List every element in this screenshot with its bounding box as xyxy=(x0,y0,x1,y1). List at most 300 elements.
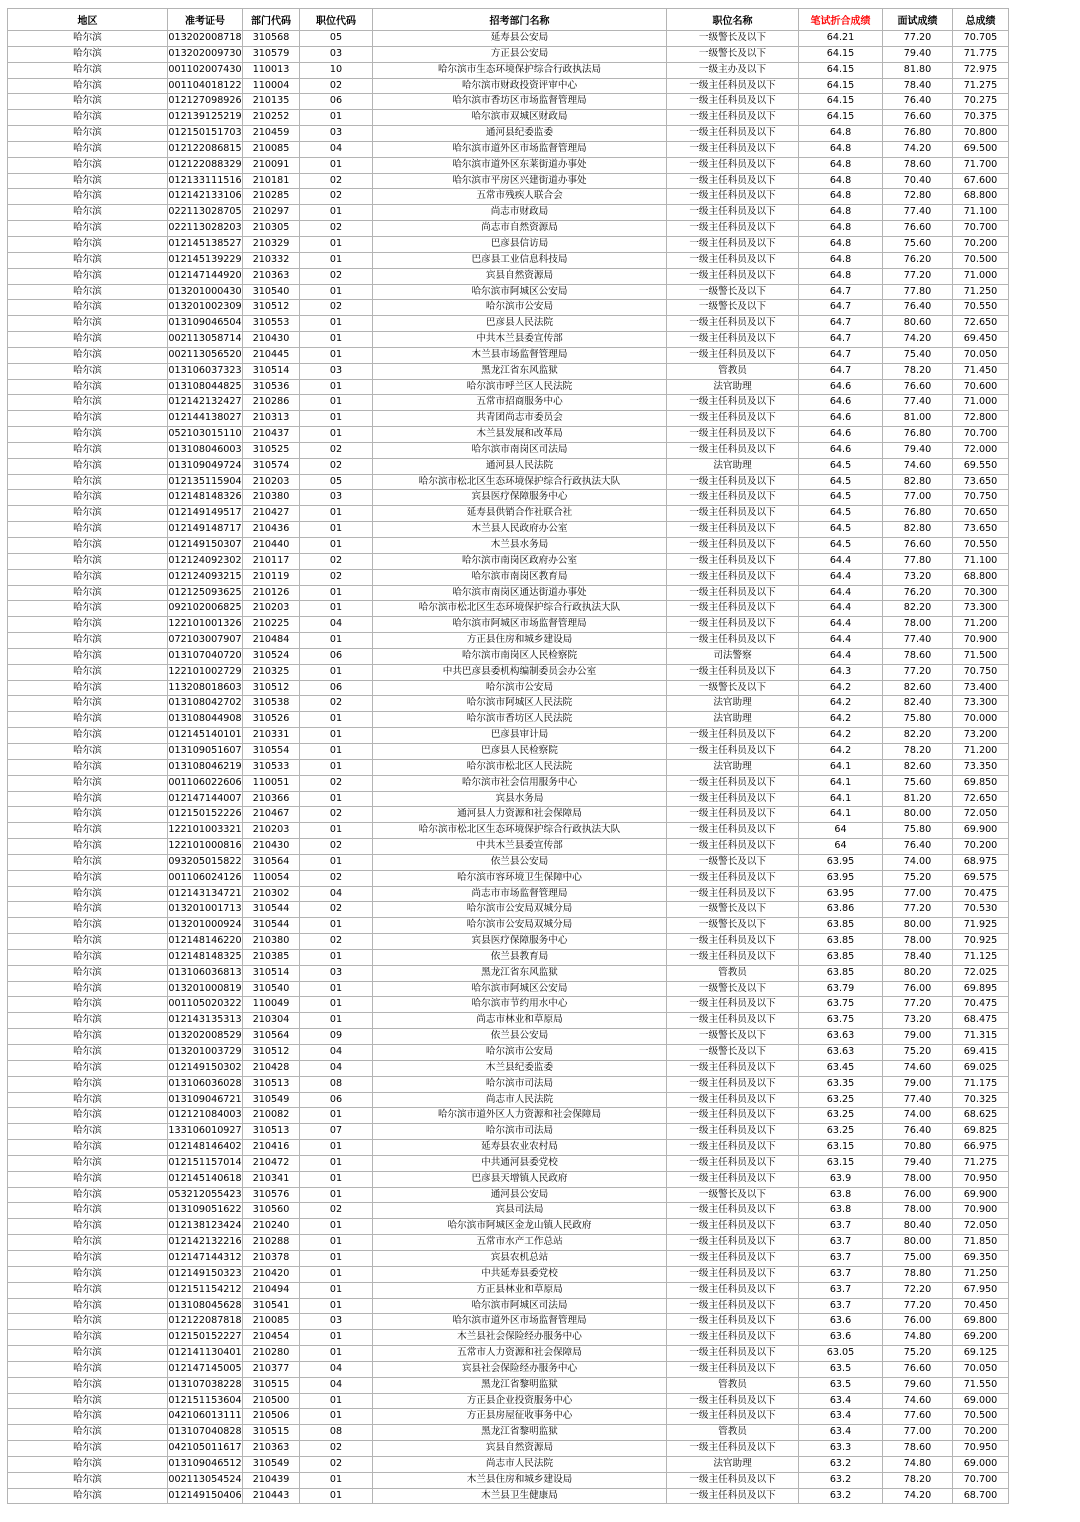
cell-dept-code[interactable]: 310554 xyxy=(243,743,300,759)
cell-position-code[interactable]: 02 xyxy=(300,839,373,855)
cell-region[interactable]: 哈尔滨 xyxy=(8,506,168,522)
cell-written-score[interactable]: 64.5 xyxy=(799,490,883,506)
cell-position-code[interactable]: 04 xyxy=(300,1361,373,1377)
cell-interview-score[interactable]: 79.00 xyxy=(883,1076,953,1092)
cell-interview-score[interactable]: 74.80 xyxy=(883,1456,953,1472)
cell-exam-id[interactable]: 012141130401 xyxy=(168,1346,243,1362)
cell-region[interactable]: 哈尔滨 xyxy=(8,1124,168,1140)
cell-total-score[interactable]: 71.175 xyxy=(953,1076,1009,1092)
cell-dept-name[interactable]: 哈尔滨市南岗区通达街道办事处 xyxy=(373,585,667,601)
cell-dept-name[interactable]: 中共通河县委党校 xyxy=(373,1155,667,1171)
table-row[interactable] xyxy=(8,46,1009,62)
table-row[interactable] xyxy=(8,522,1009,538)
cell-written-score[interactable]: 64.8 xyxy=(799,205,883,221)
cell-exam-id[interactable]: 012148148325 xyxy=(168,949,243,965)
cell-position-code[interactable]: 01 xyxy=(300,633,373,649)
cell-dept-name[interactable]: 宾县医疗保障服务中心 xyxy=(373,490,667,506)
table-row[interactable] xyxy=(8,664,1009,680)
cell-exam-id[interactable]: 001104018122 xyxy=(168,78,243,94)
cell-dept-name[interactable]: 哈尔滨市呼兰区人民法院 xyxy=(373,379,667,395)
cell-dept-name[interactable]: 黑龙江省东风监狱 xyxy=(373,965,667,981)
cell-position-code[interactable]: 01 xyxy=(300,347,373,363)
cell-total-score[interactable]: 69.825 xyxy=(953,1124,1009,1140)
table-row[interactable] xyxy=(8,1045,1009,1061)
cell-interview-score[interactable]: 77.80 xyxy=(883,553,953,569)
cell-total-score[interactable]: 71.450 xyxy=(953,363,1009,379)
cell-dept-name[interactable]: 宾县自然资源局 xyxy=(373,1441,667,1457)
cell-dept-code[interactable]: 310560 xyxy=(243,1203,300,1219)
cell-dept-code[interactable]: 210437 xyxy=(243,427,300,443)
cell-exam-id[interactable]: 012142133106 xyxy=(168,189,243,205)
cell-region[interactable]: 哈尔滨 xyxy=(8,823,168,839)
cell-dept-name[interactable]: 哈尔滨市南岗区人民检察院 xyxy=(373,648,667,664)
cell-interview-score[interactable]: 79.40 xyxy=(883,1155,953,1171)
cell-interview-score[interactable]: 78.20 xyxy=(883,743,953,759)
cell-total-score[interactable]: 68.475 xyxy=(953,1013,1009,1029)
cell-position-code[interactable]: 04 xyxy=(300,1045,373,1061)
cell-interview-score[interactable]: 80.20 xyxy=(883,965,953,981)
cell-total-score[interactable]: 72.975 xyxy=(953,62,1009,78)
cell-exam-id[interactable]: 002113058714 xyxy=(168,332,243,348)
cell-exam-id[interactable]: 013201002309 xyxy=(168,300,243,316)
cell-position-name[interactable]: 一级主任科员及以下 xyxy=(667,268,799,284)
cell-exam-id[interactable]: 012133111516 xyxy=(168,173,243,189)
cell-dept-name[interactable]: 宾县司法局 xyxy=(373,1203,667,1219)
table-row[interactable] xyxy=(8,775,1009,791)
cell-region[interactable]: 哈尔滨 xyxy=(8,680,168,696)
cell-region[interactable]: 哈尔滨 xyxy=(8,934,168,950)
cell-total-score[interactable]: 71.275 xyxy=(953,1155,1009,1171)
table-row[interactable] xyxy=(8,1250,1009,1266)
cell-interview-score[interactable]: 80.00 xyxy=(883,1235,953,1251)
cell-written-score[interactable]: 63.7 xyxy=(799,1298,883,1314)
cell-position-code[interactable]: 01 xyxy=(300,316,373,332)
cell-region[interactable]: 哈尔滨 xyxy=(8,1029,168,1045)
cell-position-name[interactable]: 一级警长及以下 xyxy=(667,918,799,934)
table-row[interactable] xyxy=(8,1155,1009,1171)
cell-written-score[interactable]: 63.7 xyxy=(799,1235,883,1251)
cell-position-name[interactable]: 一级主任科员及以下 xyxy=(667,1330,799,1346)
cell-position-code[interactable]: 01 xyxy=(300,1409,373,1425)
cell-position-code[interactable]: 01 xyxy=(300,1488,373,1504)
cell-position-code[interactable]: 06 xyxy=(300,648,373,664)
cell-region[interactable]: 哈尔滨 xyxy=(8,997,168,1013)
cell-exam-id[interactable]: 012149150406 xyxy=(168,1488,243,1504)
cell-position-name[interactable]: 一级主任科员及以下 xyxy=(667,522,799,538)
cell-dept-name[interactable]: 哈尔滨市司法局 xyxy=(373,1124,667,1140)
table-row[interactable] xyxy=(8,1092,1009,1108)
cell-written-score[interactable]: 64.3 xyxy=(799,664,883,680)
table-row[interactable] xyxy=(8,1203,1009,1219)
cell-total-score[interactable]: 67.950 xyxy=(953,1282,1009,1298)
cell-interview-score[interactable]: 79.00 xyxy=(883,1029,953,1045)
cell-exam-id[interactable]: 013108046003 xyxy=(168,442,243,458)
cell-total-score[interactable]: 69.575 xyxy=(953,870,1009,886)
cell-dept-code[interactable]: 210445 xyxy=(243,347,300,363)
table-row[interactable] xyxy=(8,1472,1009,1488)
cell-dept-code[interactable]: 310514 xyxy=(243,363,300,379)
cell-dept-name[interactable]: 依兰县公安局 xyxy=(373,854,667,870)
cell-total-score[interactable]: 71.000 xyxy=(953,268,1009,284)
table-row[interactable] xyxy=(8,759,1009,775)
cell-exam-id[interactable]: 012150152226 xyxy=(168,807,243,823)
cell-interview-score[interactable]: 78.00 xyxy=(883,617,953,633)
cell-exam-id[interactable]: 012122087818 xyxy=(168,1314,243,1330)
cell-position-name[interactable]: 一级警长及以下 xyxy=(667,854,799,870)
cell-written-score[interactable]: 63.63 xyxy=(799,1045,883,1061)
cell-dept-name[interactable]: 巴彦县工业信息科技局 xyxy=(373,252,667,268)
cell-interview-score[interactable]: 78.60 xyxy=(883,648,953,664)
cell-dept-code[interactable]: 310538 xyxy=(243,696,300,712)
cell-dept-code[interactable]: 310549 xyxy=(243,1456,300,1472)
cell-position-code[interactable]: 01 xyxy=(300,157,373,173)
cell-position-code[interactable]: 02 xyxy=(300,870,373,886)
cell-dept-code[interactable]: 210332 xyxy=(243,252,300,268)
cell-written-score[interactable]: 64.5 xyxy=(799,522,883,538)
cell-position-code[interactable]: 02 xyxy=(300,1456,373,1472)
cell-dept-name[interactable]: 木兰县纪委监委 xyxy=(373,1060,667,1076)
cell-dept-code[interactable]: 210302 xyxy=(243,886,300,902)
cell-exam-id[interactable]: 012148148326 xyxy=(168,490,243,506)
cell-position-name[interactable]: 一级主任科员及以下 xyxy=(667,601,799,617)
cell-interview-score[interactable]: 77.20 xyxy=(883,268,953,284)
cell-position-code[interactable]: 01 xyxy=(300,664,373,680)
cell-position-code[interactable]: 02 xyxy=(300,189,373,205)
cell-region[interactable]: 哈尔滨 xyxy=(8,173,168,189)
cell-total-score[interactable]: 70.500 xyxy=(953,1409,1009,1425)
cell-total-score[interactable]: 71.100 xyxy=(953,553,1009,569)
cell-written-score[interactable]: 64.4 xyxy=(799,648,883,664)
cell-dept-name[interactable]: 哈尔滨市松北区人民法院 xyxy=(373,759,667,775)
cell-position-code[interactable]: 02 xyxy=(300,1203,373,1219)
cell-region[interactable]: 哈尔滨 xyxy=(8,126,168,142)
cell-total-score[interactable]: 70.950 xyxy=(953,1441,1009,1457)
cell-position-name[interactable]: 一级警长及以下 xyxy=(667,1045,799,1061)
cell-written-score[interactable]: 63.63 xyxy=(799,1029,883,1045)
cell-written-score[interactable]: 64.8 xyxy=(799,173,883,189)
cell-region[interactable]: 哈尔滨 xyxy=(8,981,168,997)
cell-dept-name[interactable]: 延寿县公安局 xyxy=(373,31,667,47)
table-row[interactable] xyxy=(8,854,1009,870)
cell-dept-name[interactable]: 尚志市自然资源局 xyxy=(373,221,667,237)
table-row[interactable] xyxy=(8,1235,1009,1251)
cell-dept-code[interactable]: 210341 xyxy=(243,1171,300,1187)
cell-position-code[interactable]: 03 xyxy=(300,46,373,62)
cell-dept-name[interactable]: 哈尔滨市容环境卫生保障中心 xyxy=(373,870,667,886)
cell-position-name[interactable]: 一级主任科员及以下 xyxy=(667,1013,799,1029)
cell-position-name[interactable]: 一级主任科员及以下 xyxy=(667,1314,799,1330)
cell-position-name[interactable]: 一级主任科员及以下 xyxy=(667,1346,799,1362)
cell-position-name[interactable]: 一级主任科员及以下 xyxy=(667,411,799,427)
cell-position-name[interactable]: 一级警长及以下 xyxy=(667,284,799,300)
cell-written-score[interactable]: 64 xyxy=(799,839,883,855)
cell-position-name[interactable]: 一级主任科员及以下 xyxy=(667,427,799,443)
cell-position-name[interactable]: 一级主任科员及以下 xyxy=(667,1108,799,1124)
cell-dept-code[interactable]: 210454 xyxy=(243,1330,300,1346)
table-row[interactable] xyxy=(8,1441,1009,1457)
cell-interview-score[interactable]: 76.60 xyxy=(883,221,953,237)
cell-written-score[interactable]: 63.85 xyxy=(799,965,883,981)
table-row[interactable] xyxy=(8,300,1009,316)
cell-written-score[interactable]: 64.6 xyxy=(799,411,883,427)
cell-exam-id[interactable]: 013107038228 xyxy=(168,1377,243,1393)
cell-total-score[interactable]: 70.375 xyxy=(953,110,1009,126)
cell-interview-score[interactable]: 74.20 xyxy=(883,141,953,157)
cell-region[interactable]: 哈尔滨 xyxy=(8,1013,168,1029)
cell-position-name[interactable]: 法官助理 xyxy=(667,759,799,775)
cell-written-score[interactable]: 64.21 xyxy=(799,31,883,47)
cell-written-score[interactable]: 64.4 xyxy=(799,553,883,569)
cell-region[interactable]: 哈尔滨 xyxy=(8,300,168,316)
cell-dept-name[interactable]: 哈尔滨市阿城区公安局 xyxy=(373,284,667,300)
cell-written-score[interactable]: 64.2 xyxy=(799,712,883,728)
cell-dept-code[interactable]: 210430 xyxy=(243,332,300,348)
cell-dept-name[interactable]: 哈尔滨市阿城区公安局 xyxy=(373,981,667,997)
cell-dept-code[interactable]: 210305 xyxy=(243,221,300,237)
cell-written-score[interactable]: 64.8 xyxy=(799,268,883,284)
cell-position-code[interactable]: 01 xyxy=(300,854,373,870)
cell-position-name[interactable]: 一级主任科员及以下 xyxy=(667,807,799,823)
cell-dept-name[interactable]: 哈尔滨市南岗区教育局 xyxy=(373,569,667,585)
cell-position-name[interactable]: 一级主任科员及以下 xyxy=(667,1076,799,1092)
cell-exam-id[interactable]: 002113056520 xyxy=(168,347,243,363)
table-row[interactable] xyxy=(8,633,1009,649)
cell-region[interactable]: 哈尔滨 xyxy=(8,949,168,965)
cell-position-name[interactable]: 一级主任科员及以下 xyxy=(667,316,799,332)
cell-total-score[interactable]: 66.975 xyxy=(953,1140,1009,1156)
cell-region[interactable]: 哈尔滨 xyxy=(8,1076,168,1092)
cell-interview-score[interactable]: 76.00 xyxy=(883,981,953,997)
cell-position-name[interactable]: 一级主任科员及以下 xyxy=(667,1409,799,1425)
cell-position-code[interactable]: 01 xyxy=(300,1472,373,1488)
cell-total-score[interactable]: 71.925 xyxy=(953,918,1009,934)
cell-position-code[interactable]: 01 xyxy=(300,997,373,1013)
table-row[interactable] xyxy=(8,1282,1009,1298)
cell-interview-score[interactable]: 77.60 xyxy=(883,1409,953,1425)
cell-position-code[interactable]: 01 xyxy=(300,949,373,965)
cell-dept-name[interactable]: 共青团尚志市委员会 xyxy=(373,411,667,427)
cell-region[interactable]: 哈尔滨 xyxy=(8,46,168,62)
cell-total-score[interactable]: 70.900 xyxy=(953,1203,1009,1219)
table-row[interactable] xyxy=(8,902,1009,918)
cell-dept-name[interactable]: 木兰县发展和改革局 xyxy=(373,427,667,443)
cell-written-score[interactable]: 64.1 xyxy=(799,775,883,791)
cell-position-code[interactable]: 01 xyxy=(300,918,373,934)
cell-exam-id[interactable]: 012149149517 xyxy=(168,506,243,522)
cell-written-score[interactable]: 64.2 xyxy=(799,728,883,744)
cell-interview-score[interactable]: 77.40 xyxy=(883,1092,953,1108)
cell-position-name[interactable]: 一级主任科员及以下 xyxy=(667,934,799,950)
cell-dept-name[interactable]: 木兰县市场监督管理局 xyxy=(373,347,667,363)
table-row[interactable] xyxy=(8,918,1009,934)
cell-region[interactable]: 哈尔滨 xyxy=(8,1108,168,1124)
cell-exam-id[interactable]: 012122088329 xyxy=(168,157,243,173)
cell-total-score[interactable]: 70.475 xyxy=(953,886,1009,902)
cell-region[interactable]: 哈尔滨 xyxy=(8,379,168,395)
cell-dept-code[interactable]: 310533 xyxy=(243,759,300,775)
cell-dept-name[interactable]: 五常市招商服务中心 xyxy=(373,395,667,411)
cell-exam-id[interactable]: 013108046219 xyxy=(168,759,243,775)
cell-interview-score[interactable]: 78.20 xyxy=(883,1472,953,1488)
cell-position-name[interactable]: 一级主任科员及以下 xyxy=(667,823,799,839)
cell-position-name[interactable]: 一级主任科员及以下 xyxy=(667,78,799,94)
table-row[interactable] xyxy=(8,442,1009,458)
cell-dept-name[interactable]: 木兰县卫生健康局 xyxy=(373,1488,667,1504)
table-row[interactable] xyxy=(8,569,1009,585)
cell-written-score[interactable]: 64.15 xyxy=(799,94,883,110)
cell-written-score[interactable]: 63.95 xyxy=(799,886,883,902)
cell-region[interactable]: 哈尔滨 xyxy=(8,1187,168,1203)
cell-written-score[interactable]: 63.4 xyxy=(799,1425,883,1441)
cell-exam-id[interactable]: 012147144007 xyxy=(168,791,243,807)
cell-position-code[interactable]: 04 xyxy=(300,141,373,157)
cell-exam-id[interactable]: 012143134721 xyxy=(168,886,243,902)
cell-position-code[interactable]: 01 xyxy=(300,1266,373,1282)
cell-dept-code[interactable]: 310513 xyxy=(243,1124,300,1140)
cell-region[interactable]: 哈尔滨 xyxy=(8,284,168,300)
cell-exam-id[interactable]: 012145140618 xyxy=(168,1171,243,1187)
cell-dept-name[interactable]: 宾县自然资源局 xyxy=(373,268,667,284)
cell-interview-score[interactable]: 76.60 xyxy=(883,110,953,126)
cell-dept-name[interactable]: 巴彦县天增镇人民政府 xyxy=(373,1171,667,1187)
cell-interview-score[interactable]: 77.40 xyxy=(883,633,953,649)
cell-exam-id[interactable]: 012122086815 xyxy=(168,141,243,157)
table-row[interactable] xyxy=(8,680,1009,696)
cell-exam-id[interactable]: 012124092302 xyxy=(168,553,243,569)
cell-interview-score[interactable]: 76.80 xyxy=(883,427,953,443)
cell-written-score[interactable]: 64.6 xyxy=(799,427,883,443)
cell-region[interactable]: 哈尔滨 xyxy=(8,886,168,902)
cell-exam-id[interactable]: 042106013111 xyxy=(168,1409,243,1425)
cell-region[interactable]: 哈尔滨 xyxy=(8,601,168,617)
cell-region[interactable]: 哈尔滨 xyxy=(8,569,168,585)
cell-written-score[interactable]: 63.7 xyxy=(799,1219,883,1235)
cell-dept-name[interactable]: 哈尔滨市南岗区司法局 xyxy=(373,442,667,458)
table-row[interactable] xyxy=(8,553,1009,569)
cell-dept-code[interactable]: 210363 xyxy=(243,1441,300,1457)
table-row[interactable] xyxy=(8,268,1009,284)
cell-position-code[interactable]: 01 xyxy=(300,1219,373,1235)
cell-written-score[interactable]: 63.5 xyxy=(799,1377,883,1393)
cell-total-score[interactable]: 70.300 xyxy=(953,585,1009,601)
header-exam-id[interactable]: 准考证号 xyxy=(168,9,243,31)
cell-written-score[interactable]: 64.1 xyxy=(799,807,883,823)
cell-dept-name[interactable]: 中共延寿县委党校 xyxy=(373,1266,667,1282)
cell-interview-score[interactable]: 79.40 xyxy=(883,442,953,458)
table-row[interactable] xyxy=(8,1219,1009,1235)
cell-position-code[interactable]: 01 xyxy=(300,1393,373,1409)
cell-exam-id[interactable]: 012142132216 xyxy=(168,1235,243,1251)
table-row[interactable] xyxy=(8,126,1009,142)
cell-interview-score[interactable]: 76.60 xyxy=(883,379,953,395)
cell-interview-score[interactable]: 81.20 xyxy=(883,791,953,807)
cell-position-name[interactable]: 一级主任科员及以下 xyxy=(667,664,799,680)
cell-position-code[interactable]: 01 xyxy=(300,332,373,348)
cell-position-code[interactable]: 02 xyxy=(300,300,373,316)
cell-position-code[interactable]: 02 xyxy=(300,934,373,950)
cell-position-code[interactable]: 10 xyxy=(300,62,373,78)
cell-dept-code[interactable]: 210428 xyxy=(243,1060,300,1076)
cell-position-code[interactable]: 01 xyxy=(300,981,373,997)
cell-dept-code[interactable]: 210240 xyxy=(243,1219,300,1235)
cell-exam-id[interactable]: 012138123424 xyxy=(168,1219,243,1235)
cell-position-name[interactable]: 一级警长及以下 xyxy=(667,1187,799,1203)
cell-position-name[interactable]: 一级主任科员及以下 xyxy=(667,1060,799,1076)
cell-written-score[interactable]: 63.95 xyxy=(799,854,883,870)
cell-exam-id[interactable]: 012149150323 xyxy=(168,1266,243,1282)
cell-position-code[interactable]: 01 xyxy=(300,791,373,807)
cell-region[interactable]: 哈尔滨 xyxy=(8,1092,168,1108)
cell-written-score[interactable]: 64.1 xyxy=(799,759,883,775)
table-row[interactable] xyxy=(8,62,1009,78)
cell-total-score[interactable]: 71.700 xyxy=(953,157,1009,173)
table-row[interactable] xyxy=(8,743,1009,759)
cell-dept-name[interactable]: 木兰县社会保险经办服务中心 xyxy=(373,1330,667,1346)
cell-exam-id[interactable]: 012145140101 xyxy=(168,728,243,744)
cell-total-score[interactable]: 73.350 xyxy=(953,759,1009,775)
table-row[interactable] xyxy=(8,1346,1009,1362)
cell-total-score[interactable]: 70.550 xyxy=(953,300,1009,316)
cell-exam-id[interactable]: 122101002729 xyxy=(168,664,243,680)
cell-total-score[interactable]: 69.800 xyxy=(953,1314,1009,1330)
table-row[interactable] xyxy=(8,379,1009,395)
cell-exam-id[interactable]: 001102007430 xyxy=(168,62,243,78)
cell-dept-name[interactable]: 哈尔滨市财政投资评审中心 xyxy=(373,78,667,94)
cell-position-code[interactable]: 01 xyxy=(300,1250,373,1266)
cell-dept-name[interactable]: 方正县公安局 xyxy=(373,46,667,62)
cell-region[interactable]: 哈尔滨 xyxy=(8,1171,168,1187)
cell-dept-name[interactable]: 方正县林业和草原局 xyxy=(373,1282,667,1298)
cell-interview-score[interactable]: 77.20 xyxy=(883,31,953,47)
cell-position-code[interactable]: 08 xyxy=(300,1425,373,1441)
cell-total-score[interactable]: 71.315 xyxy=(953,1029,1009,1045)
cell-total-score[interactable]: 69.200 xyxy=(953,1330,1009,1346)
cell-exam-id[interactable]: 012145139229 xyxy=(168,252,243,268)
cell-written-score[interactable]: 64.1 xyxy=(799,791,883,807)
cell-position-name[interactable]: 一级主任科员及以下 xyxy=(667,1140,799,1156)
cell-position-code[interactable]: 01 xyxy=(300,506,373,522)
cell-interview-score[interactable]: 73.20 xyxy=(883,569,953,585)
cell-dept-name[interactable]: 哈尔滨市平房区兴建街道办事处 xyxy=(373,173,667,189)
cell-dept-name[interactable]: 哈尔滨市阿城区市场监督管理局 xyxy=(373,617,667,633)
cell-dept-code[interactable]: 310536 xyxy=(243,379,300,395)
cell-exam-id[interactable]: 122101003321 xyxy=(168,823,243,839)
cell-position-code[interactable]: 02 xyxy=(300,268,373,284)
cell-total-score[interactable]: 70.700 xyxy=(953,427,1009,443)
cell-dept-code[interactable]: 210117 xyxy=(243,553,300,569)
cell-dept-name[interactable]: 哈尔滨市道外区市场监督管理局 xyxy=(373,141,667,157)
cell-exam-id[interactable]: 022113028203 xyxy=(168,221,243,237)
cell-position-code[interactable]: 03 xyxy=(300,1314,373,1330)
table-row[interactable] xyxy=(8,110,1009,126)
cell-position-code[interactable]: 02 xyxy=(300,775,373,791)
cell-total-score[interactable]: 70.750 xyxy=(953,490,1009,506)
cell-interview-score[interactable]: 78.40 xyxy=(883,949,953,965)
table-row[interactable] xyxy=(8,1124,1009,1140)
cell-dept-code[interactable]: 310544 xyxy=(243,918,300,934)
cell-exam-id[interactable]: 053212055423 xyxy=(168,1187,243,1203)
cell-total-score[interactable]: 71.275 xyxy=(953,78,1009,94)
table-row[interactable] xyxy=(8,1076,1009,1092)
cell-position-code[interactable]: 01 xyxy=(300,601,373,617)
cell-total-score[interactable]: 69.500 xyxy=(953,141,1009,157)
cell-region[interactable]: 哈尔滨 xyxy=(8,1266,168,1282)
cell-total-score[interactable]: 72.050 xyxy=(953,807,1009,823)
cell-exam-id[interactable]: 012144138027 xyxy=(168,411,243,427)
cell-position-name[interactable]: 一级主任科员及以下 xyxy=(667,189,799,205)
cell-total-score[interactable]: 73.300 xyxy=(953,601,1009,617)
cell-written-score[interactable]: 63.85 xyxy=(799,918,883,934)
